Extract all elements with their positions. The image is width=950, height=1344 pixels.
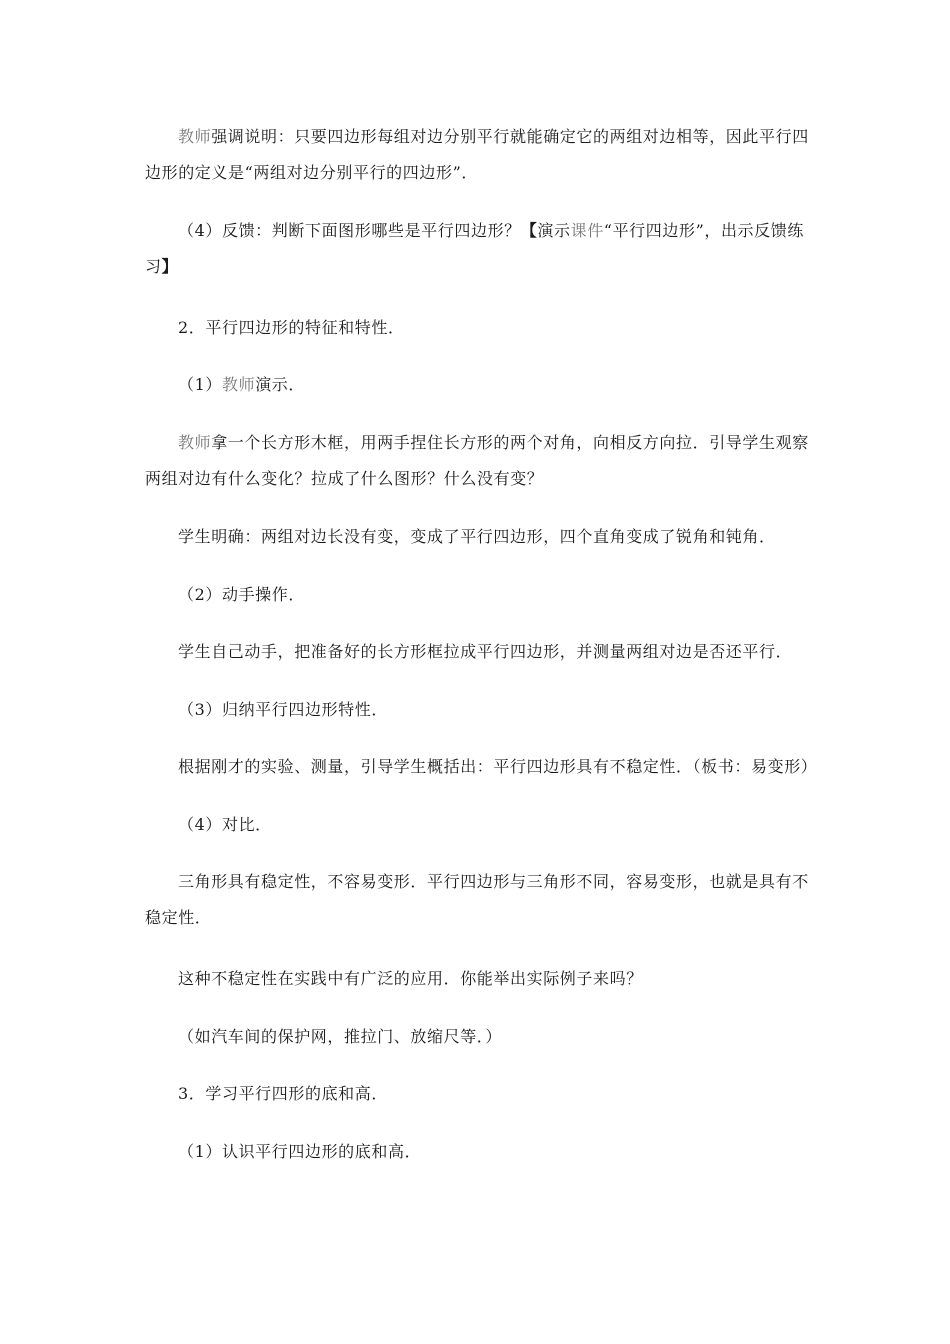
paragraph-text: 演示	[537, 221, 571, 240]
paragraph-text: 强调说明：只要四边形每组对边分别平行就能确定它的两组对边相等，因此平行四边形的定义是“两组对边分别平行的四边形”．	[145, 127, 809, 182]
paragraph-text: （4）反馈：判断下面图形哪些是平行四边形？	[178, 221, 521, 240]
courseware-keyword: 课件	[570, 221, 604, 240]
paragraph-compare	[145, 807, 810, 843]
paragraph-text: 学生明确：两组对边长没有变，变成了平行四边形，四个直角变成了锐角和钝角．	[178, 527, 776, 546]
teacher-keyword: 教师	[178, 433, 212, 452]
paragraph-student-clarify	[145, 519, 810, 555]
paragraph-conclusion	[145, 749, 818, 785]
paragraph-text: （2）动手操作．	[178, 585, 305, 604]
teacher-keyword: 教师	[221, 375, 256, 394]
paragraph-text: 这种不稳定性在实践中有广泛的应用．你能举出实际例子来吗？	[178, 969, 643, 988]
paragraph-text: 演示．	[255, 375, 305, 394]
paragraph-text: 三角形具有稳定性，不容易变形．平行四边形与三角形不同，容易变形，也就是具有不稳定性．	[145, 872, 809, 927]
paragraph-examples	[145, 1019, 810, 1055]
paragraph-application	[145, 961, 810, 997]
paragraph-feedback	[145, 213, 810, 285]
paragraph-text: 拿一个长方形木框，用两手捏住长方形的两个对角，向相反方向拉．引导学生观察两组对边有什么变化？拉成了什么图形？什么没有变？	[145, 433, 809, 488]
paragraph-text: （1）认识平行四边形的底和高．	[178, 1142, 422, 1161]
paragraph-text: （1）	[178, 375, 222, 394]
teacher-keyword: 教师	[178, 127, 212, 146]
paragraph-student-action	[145, 634, 810, 670]
paragraph-text: 2．平行四边形的特征和特性．	[178, 318, 405, 337]
paragraph-text: （4）对比．	[178, 815, 272, 834]
paragraph-hands-on	[145, 577, 810, 613]
paragraph-text: 3．学习平行四形的底和高．	[178, 1084, 388, 1103]
section-heading-3	[145, 1076, 810, 1112]
paragraph-teacher-emphasis	[145, 119, 810, 191]
paragraph-text: 学生自己动手，把准备好的长方形框拉成平行四边形，并测量两组对边是否还平行．	[178, 642, 793, 661]
paragraph-summarize	[145, 692, 810, 728]
section-heading-2	[145, 310, 810, 346]
right-bracket: 】	[161, 257, 179, 276]
left-bracket: 【	[520, 221, 538, 240]
paragraph-teacher-demo	[145, 367, 810, 403]
paragraph-text: “平行四边形”，出示反馈练习	[145, 221, 804, 276]
paragraph-text: 根据刚才的实验、测量，引导学生概括出：平行四边形具有不稳定性．（板书：易变形）	[178, 757, 818, 776]
paragraph-text: （3）归纳平行四边形特性．	[178, 700, 388, 719]
paragraph-base-height	[145, 1134, 810, 1170]
paragraph-triangle-stability	[145, 864, 810, 936]
paragraph-text: （如汽车间的保护网，推拉门、放缩尺等．）	[178, 1027, 503, 1046]
paragraph-demo-description	[145, 425, 810, 497]
